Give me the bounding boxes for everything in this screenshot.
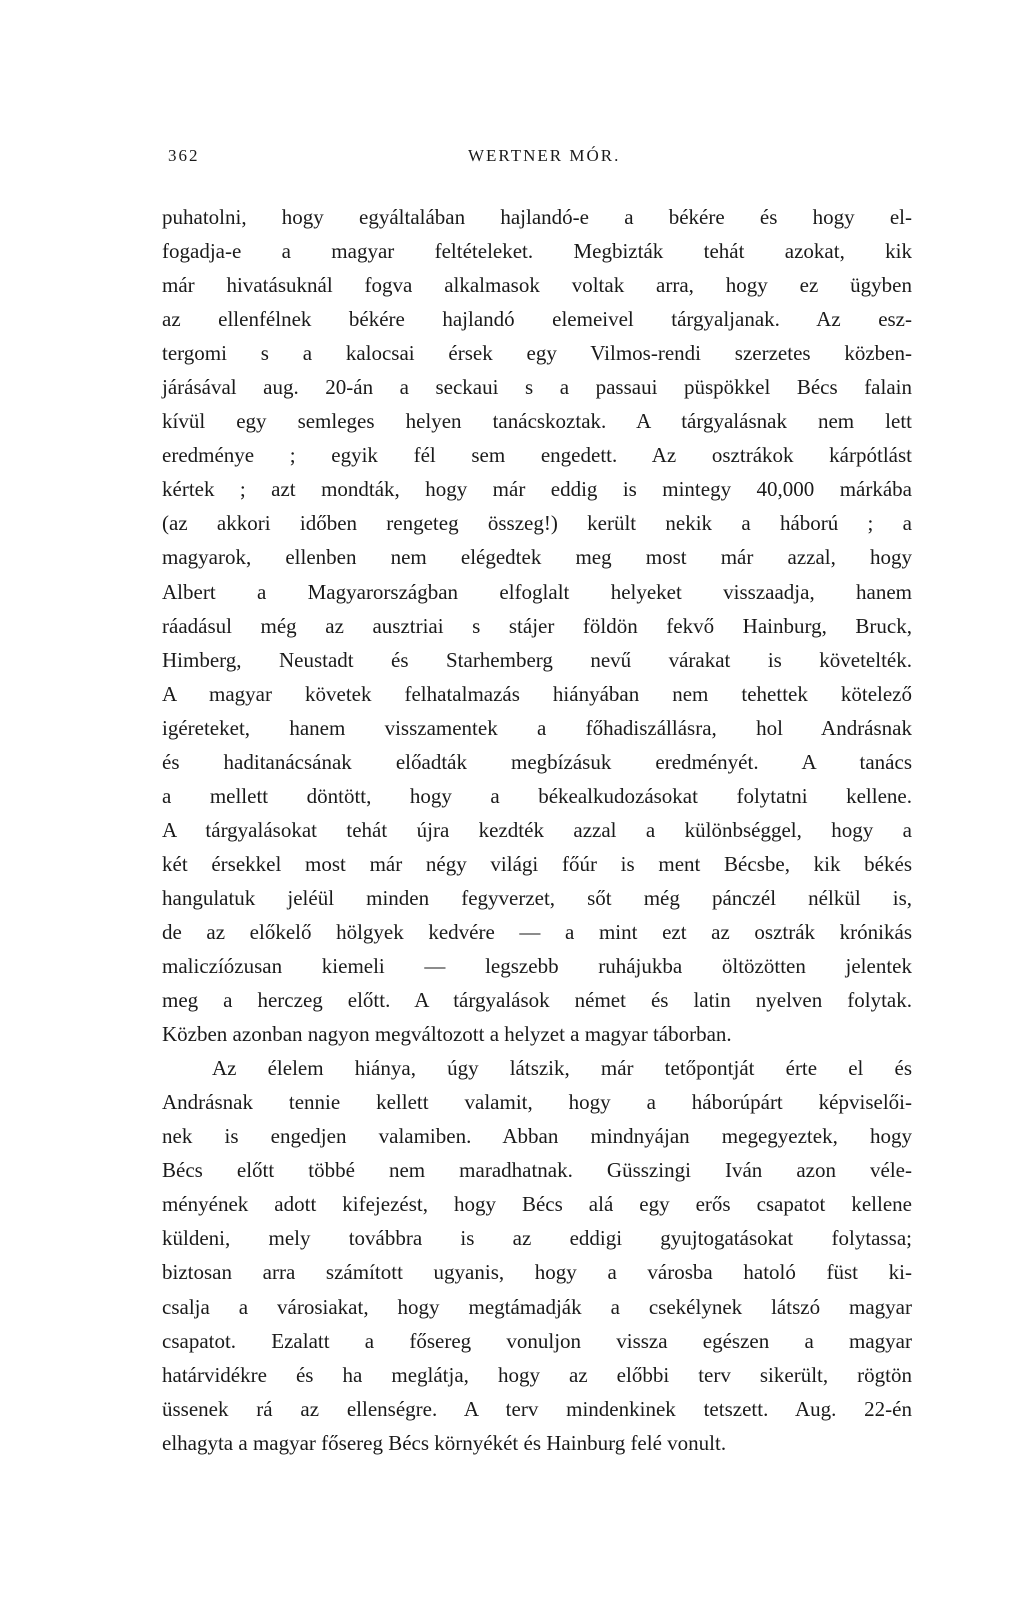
text-line: az ellenfélnek békére hajlandó elemeivel tárgyaljanak. Az esz- [162, 307, 912, 332]
text-line: kértek ; azt mondták, hogy már eddig is mintegy 40,000 márkába [162, 477, 912, 502]
body-text [162, 200, 912, 1460]
text-line: tergomi s a kalocsai érsek egy Vilmos-rendi szerzetes közben- [162, 341, 912, 366]
text-line: csalja a városiakat, hogy megtámadják a csekélynek látszó magyar [162, 1294, 912, 1319]
text-line: Andrásnak tennie kellett valamit, hogy a háborúpárt képviselői- [162, 1090, 912, 1115]
running-head: WERTNER MÓR. [468, 146, 621, 165]
text-line: elhagyta a magyar fősereg Bécs környékét és Hainburg felé vonult. [162, 1430, 727, 1455]
text-line: és haditanácsának előadták megbízásuk eredményét. A tanács [162, 749, 912, 774]
text-line: ráadásul még az ausztriai s stájer földön fekvő Hainburg, Bruck, [162, 613, 912, 638]
text-line: határvidékre és ha meglátja, hogy az előbbi terv sikerült, rögtön [162, 1362, 912, 1387]
text-line: (az akkori időben rengeteg összeg!) került nekik a háború ; a [162, 511, 912, 536]
text-line: küldeni, mely továbbra is az eddigi gyujtogatásokat folytassa; [162, 1226, 912, 1251]
text-line: Az élelem hiánya, úgy látszik, már tetőpontját érte el és [212, 1056, 912, 1081]
text-line: maliczíózusan kiemeli — legszebb ruhájukba öltözötten jelentek [162, 954, 912, 979]
text-line: magyarok, ellenben nem elégedtek meg most már azzal, hogy [162, 545, 912, 570]
text-line: de az előkelő hölgyek kedvére — a mint ezt az osztrák krónikás [162, 919, 912, 944]
text-line: A magyar követek felhatalmazás hiányában nem tehettek kötelező [162, 681, 912, 706]
text-line: Albert a Magyarországban elfoglalt helyeket visszaadja, hanem [162, 579, 912, 604]
text-line: eredménye ; egyik fél sem engedett. Az osztrákok kárpótlást [162, 443, 912, 468]
page-number: 362 [168, 146, 200, 165]
text-line: biztosan arra számított ugyanis, hogy a városba hatoló füst ki- [162, 1260, 912, 1285]
text-line: járásával aug. 20-án a seckaui s a passaui püspökkel Bécs falain [162, 375, 912, 400]
text-line: fogadja-e a magyar feltételeket. Megbizták tehát azokat, kik [162, 239, 912, 264]
text-line: csapatot. Ezalatt a fősereg vonuljon vissza egészen a magyar [162, 1328, 912, 1353]
text-line: A tárgyalásokat tehát újra kezdték azzal a különbséggel, hogy a [162, 817, 912, 842]
text-line: két érsekkel most már négy világi főúr is ment Bécsbe, kik békés [162, 851, 912, 876]
text-line: hangulatuk jeléül minden fegyverzet, sőt még pánczél nélkül is, [162, 885, 912, 910]
text-line: Bécs előtt többé nem maradhatnak. Güsszingi Iván azon véle- [162, 1158, 912, 1183]
text-line: ményének adott kifejezést, hogy Bécs alá egy erős csapatot kellene [162, 1192, 912, 1217]
text-line: Közben azonban nagyon megváltozott a helyzet a magyar táborban. [162, 1022, 732, 1047]
text-line: már hivatásuknál fogva alkalmasok voltak arra, hogy ez ügyben [162, 273, 912, 298]
text-line: igéreteket, hanem visszamentek a főhadiszállásra, hol Andrásnak [162, 715, 912, 740]
text-line: üssenek rá az ellenségre. A terv mindenkinek tetszett. Aug. 22-én [162, 1396, 912, 1421]
page-header [168, 146, 908, 170]
text-line: kívül egy semleges helyen tanácskoztak. A tárgyalásnak nem lett [162, 409, 912, 434]
text-line: meg a herczeg előtt. A tárgyalások német és latin nyelven folytak. [162, 988, 912, 1013]
text-line: a mellett döntött, hogy a békealkudozásokat folytatni kellene. [162, 783, 912, 808]
text-line: Himberg, Neustadt és Starhemberg nevű várakat is követelték. [162, 647, 912, 672]
text-line: nek is engedjen valamiben. Abban mindnyájan megegyeztek, hogy [162, 1124, 912, 1149]
text-line: puhatolni, hogy egyáltalában hajlandó-e a békére és hogy el- [162, 205, 912, 229]
